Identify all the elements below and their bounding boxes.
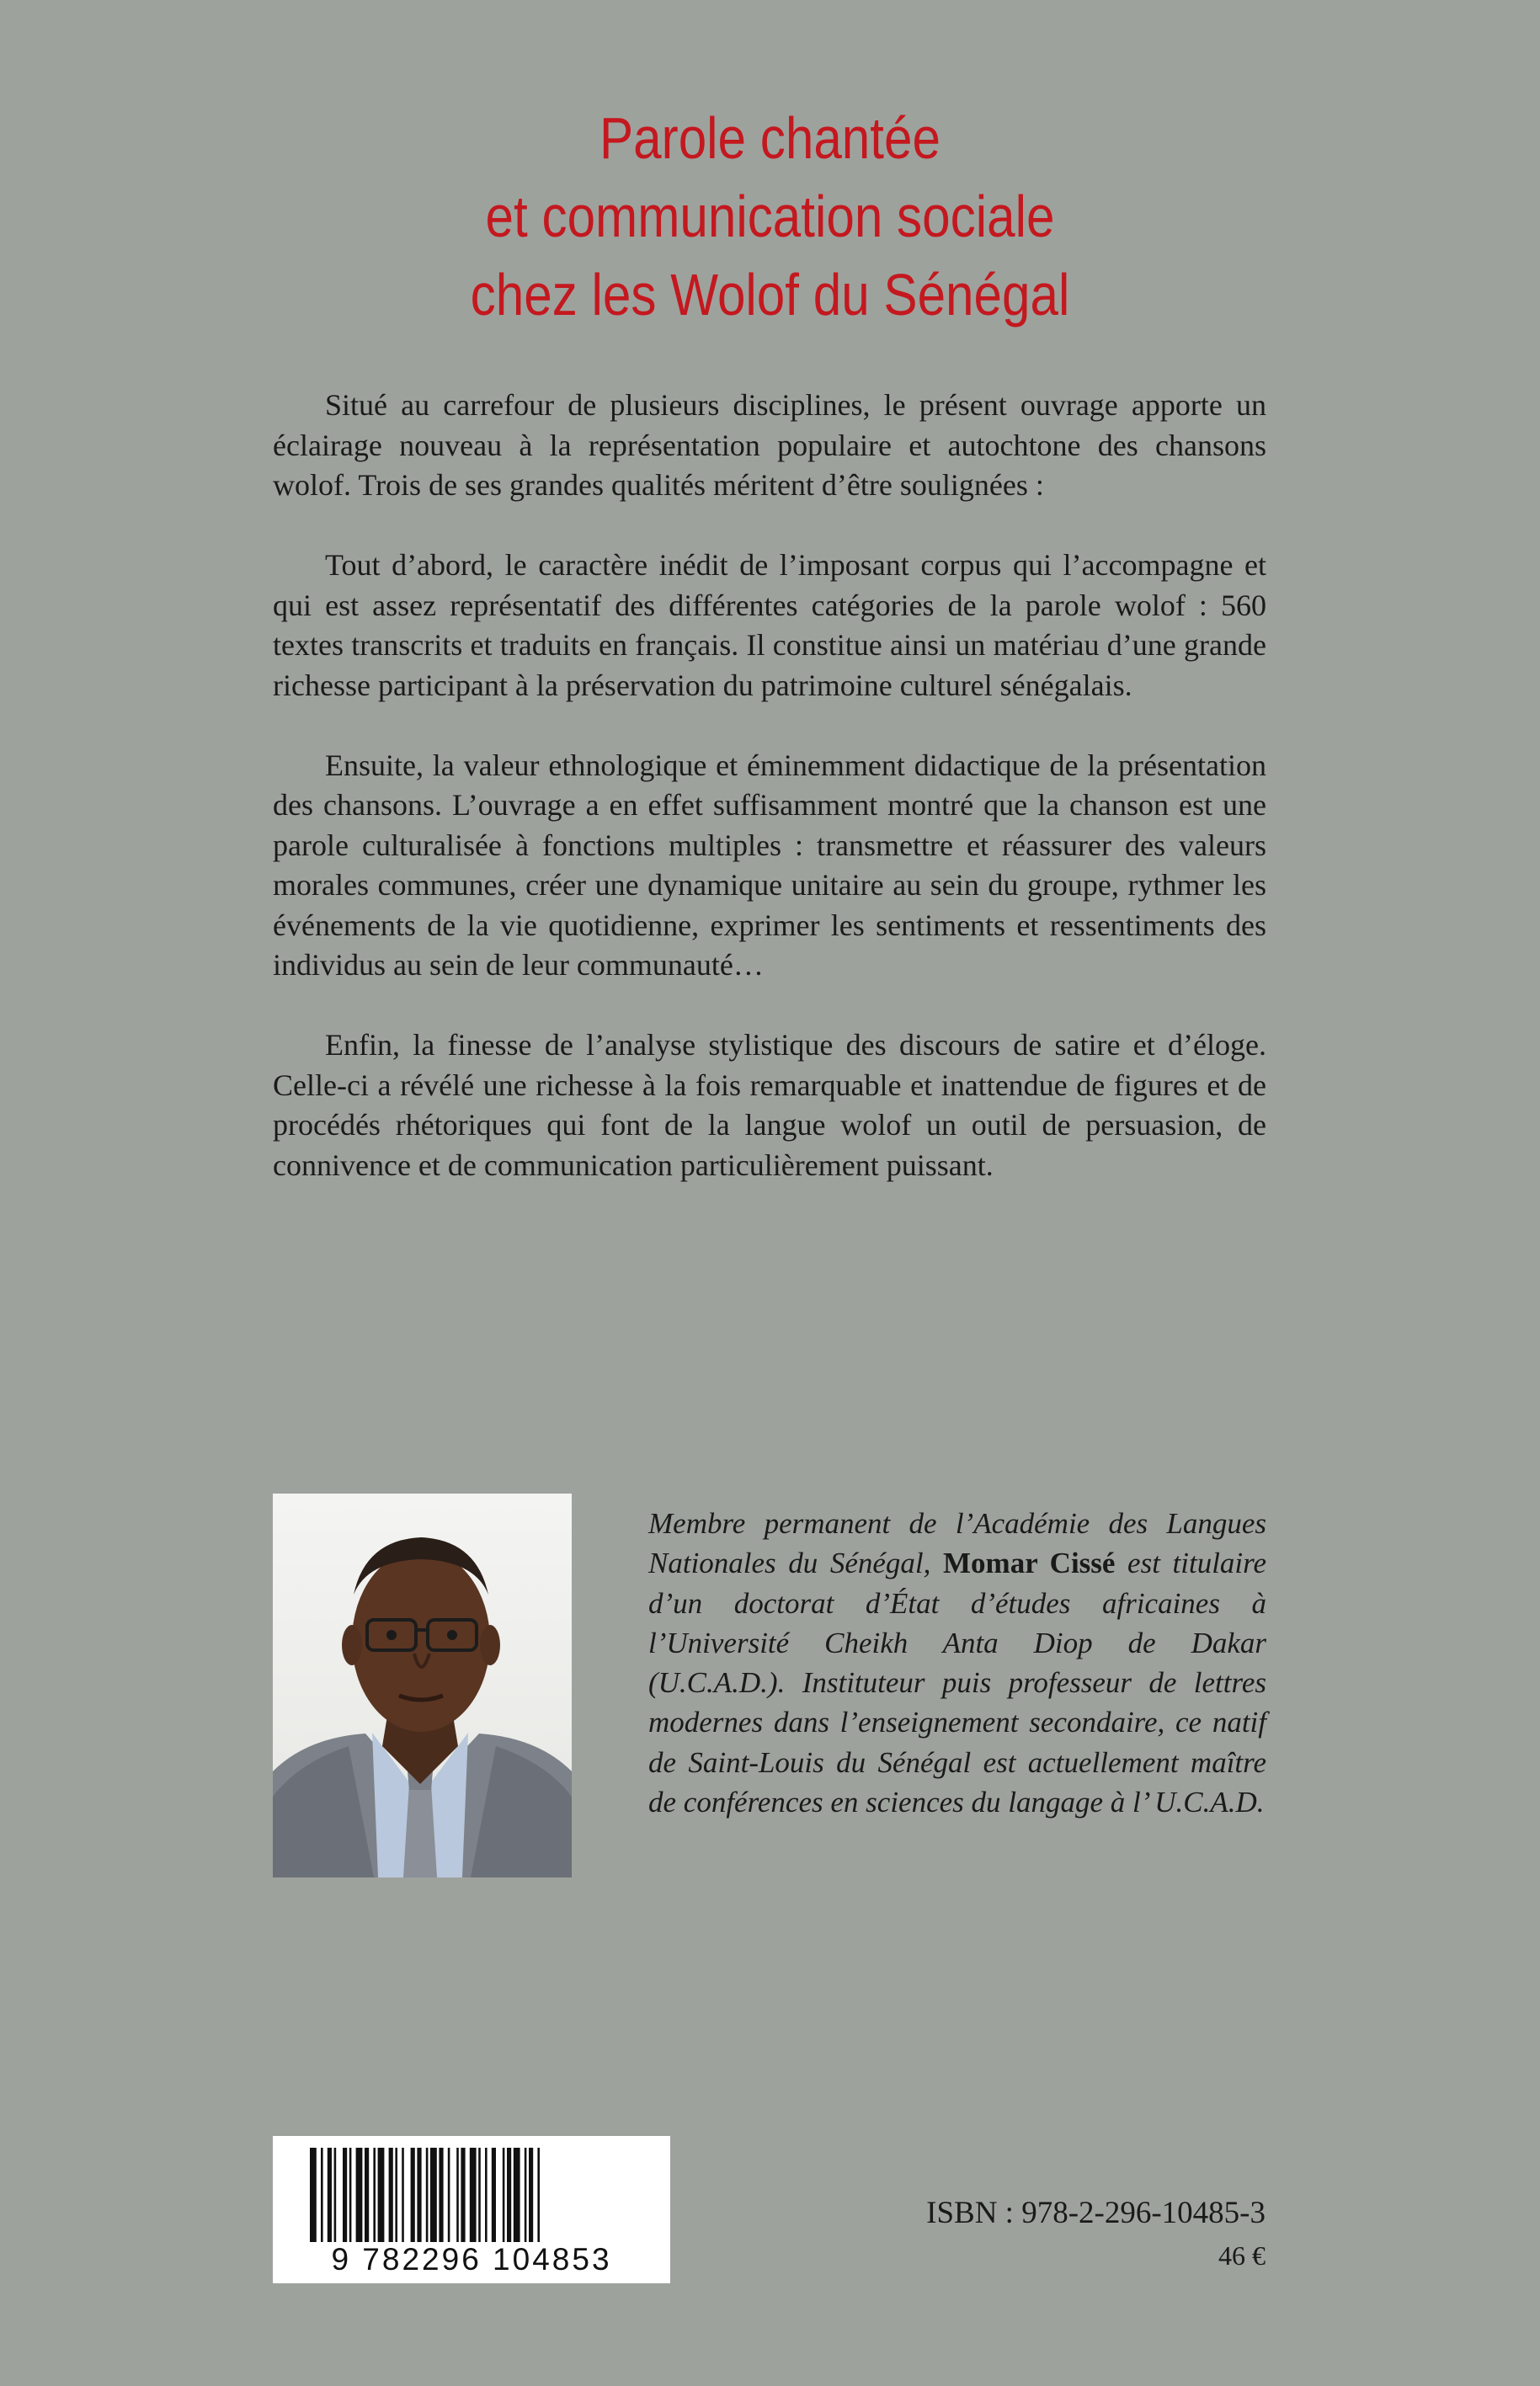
barcode bbox=[273, 2136, 670, 2283]
isbn: ISBN : 978-2-296-10485-3 bbox=[926, 2196, 1266, 2230]
title-line-3: chez les Wolof du Sénégal bbox=[470, 262, 1070, 328]
price: 46 € bbox=[1218, 2240, 1266, 2271]
summary-paragraph-3: Ensuite, la valeur ethnologique et éminemment didactique de la présentation des chansons. L’ouvrage a en effet suffisamment montré que la chanson est une parole culturalisée à fonctions multiples : transmettre et réassurer des valeurs morales communes, créer une dynamique unitaire au sein du groupe, rythmer les événements de la vie quotidienne, exprimer les sentiments et ressentiments des individus au sein de leur communauté… bbox=[273, 748, 1266, 982]
author-bio bbox=[648, 1504, 1266, 1822]
title-line-1: Parole chantée bbox=[599, 105, 941, 171]
author-photo bbox=[273, 1494, 572, 1877]
author-name: Momar Cissé bbox=[943, 1547, 1116, 1580]
author-bio-intro: Membre permanent de l’Académie des Langues Nationales du Sénégal, bbox=[648, 1507, 1266, 1580]
summary-paragraph-2: Tout d’abord, le caractère inédit de l’imposant corpus qui l’accompagne et qui est assez représentatif des différentes catégories de la parole wolof : 560 textes transcrits et traduits en français. Il constitue ainsi un matériau d’une grande richesse participant à la préservation du patrimoine culturel sénégalais. bbox=[273, 548, 1266, 702]
barcode-digits: 9 782296 104853 bbox=[331, 2242, 612, 2277]
author-bio-details: est titulaire d’un doctorat d’État d’études africaines à l’Université Cheikh Anta Diop de Dakar (U.C.A.D.). Instituteur puis professeur de lettres modernes dans l’enseignement secondaire, ce natif de Saint-Louis du Sénégal est actuellement maître de conférences en sciences du langage à l’ U.C.A.D. bbox=[648, 1547, 1267, 1819]
back-cover-summary bbox=[273, 386, 1266, 1226]
summary-paragraph-4: Enfin, la finesse de l’analyse stylistique des discours de satire et d’éloge. Celle-ci a révélé une richesse à la fois remarquable et inattendue de figures et de procédés rhétoriques qui font de la langue wolof un outil de persuasion, de connivence et de communication particulièrement puissant. bbox=[273, 1028, 1266, 1182]
title-line-2: et communication sociale bbox=[485, 184, 1055, 249]
book-title bbox=[108, 99, 1432, 334]
summary-paragraph-1: Situé au carrefour de plusieurs disciplines, le présent ouvrage apporte un éclairage nouveau à la représentation populaire et autochtone des chansons wolof. Trois de ses grandes qualités méritent d’être soulignées : bbox=[273, 388, 1266, 502]
